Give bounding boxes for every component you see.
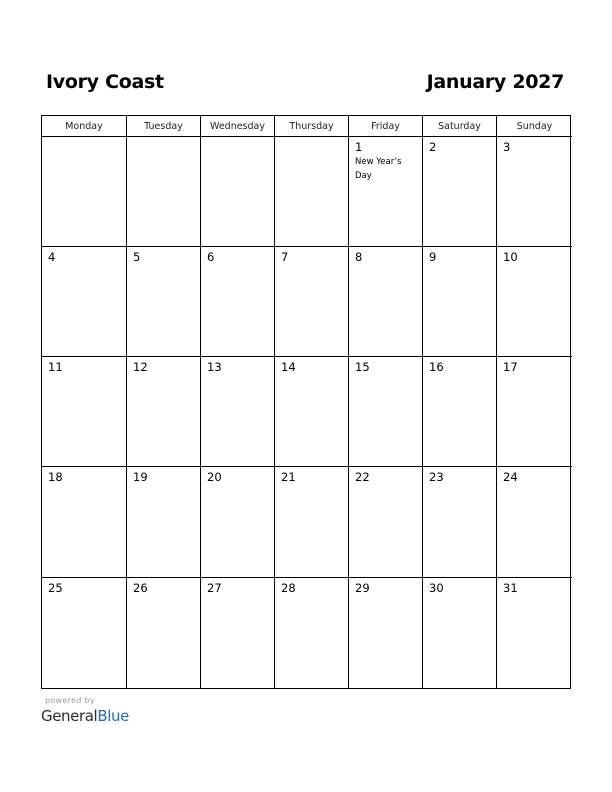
day-number: 4 xyxy=(48,250,56,264)
day-cell xyxy=(497,247,572,357)
day-number: 7 xyxy=(281,250,289,264)
day-cell xyxy=(275,357,349,467)
day-number: 13 xyxy=(207,360,222,374)
day-cell xyxy=(349,137,423,247)
day-number: 27 xyxy=(207,581,222,595)
day-number: 10 xyxy=(503,250,518,264)
empty-day-cell xyxy=(42,137,127,247)
day-number: 18 xyxy=(48,470,63,484)
day-number: 29 xyxy=(355,581,370,595)
day-cell xyxy=(127,357,201,467)
day-cell xyxy=(349,467,423,578)
day-cell xyxy=(127,247,201,357)
day-number: 28 xyxy=(281,581,296,595)
day-number: 25 xyxy=(48,581,63,595)
day-cell xyxy=(349,357,423,467)
day-cell xyxy=(423,357,497,467)
day-cell xyxy=(42,247,127,357)
day-cell xyxy=(42,467,127,578)
day-cell xyxy=(127,578,201,688)
day-cell xyxy=(497,467,572,578)
day-number: 31 xyxy=(503,581,518,595)
day-cell xyxy=(275,578,349,688)
day-number: 9 xyxy=(429,250,437,264)
day-cell xyxy=(201,578,275,688)
weekday-header: Wednesday xyxy=(201,116,275,137)
day-number: 17 xyxy=(503,360,518,374)
calendar-country-title: Ivory Coast xyxy=(46,71,164,93)
powered-by-label: powered by xyxy=(45,696,95,705)
weekday-header: Saturday xyxy=(423,116,497,137)
day-cell xyxy=(275,467,349,578)
weekday-header: Monday xyxy=(42,116,127,137)
generalblue-logo xyxy=(41,707,129,725)
day-number: 11 xyxy=(48,360,63,374)
day-cell xyxy=(42,578,127,688)
day-number: 2 xyxy=(429,140,437,154)
day-number: 8 xyxy=(355,250,363,264)
day-number: 3 xyxy=(503,140,511,154)
day-cell xyxy=(201,247,275,357)
day-cell xyxy=(201,357,275,467)
day-number: 30 xyxy=(429,581,444,595)
calendar-grid xyxy=(41,115,571,689)
day-cell xyxy=(275,247,349,357)
day-cell xyxy=(349,247,423,357)
empty-day-cell xyxy=(127,137,201,247)
weekday-header: Thursday xyxy=(275,116,349,137)
day-number: 24 xyxy=(503,470,518,484)
day-number: 16 xyxy=(429,360,444,374)
day-number: 26 xyxy=(133,581,148,595)
weekday-header: Sunday xyxy=(497,116,572,137)
empty-day-cell xyxy=(275,137,349,247)
day-cell xyxy=(497,357,572,467)
day-cell xyxy=(423,467,497,578)
weekday-header: Tuesday xyxy=(127,116,201,137)
day-cell xyxy=(349,578,423,688)
day-number: 21 xyxy=(281,470,296,484)
day-number: 12 xyxy=(133,360,148,374)
day-cell xyxy=(423,578,497,688)
brand-general-text: General xyxy=(41,707,98,725)
calendar-month-title: January 2027 xyxy=(426,71,564,93)
holiday-label: New Year’s Day xyxy=(355,157,402,181)
day-cell xyxy=(423,137,497,247)
day-number: 23 xyxy=(429,470,444,484)
day-number: 19 xyxy=(133,470,148,484)
day-cell xyxy=(201,467,275,578)
footer-branding xyxy=(41,696,129,725)
empty-day-cell xyxy=(201,137,275,247)
day-cell xyxy=(497,578,572,688)
weekday-header: Friday xyxy=(349,116,423,137)
day-number: 6 xyxy=(207,250,215,264)
day-cell xyxy=(42,357,127,467)
day-number: 22 xyxy=(355,470,370,484)
day-number: 15 xyxy=(355,360,370,374)
day-cell xyxy=(497,137,572,247)
day-cell xyxy=(423,247,497,357)
day-number: 1 xyxy=(355,140,363,154)
day-number: 20 xyxy=(207,470,222,484)
day-number: 5 xyxy=(133,250,141,264)
day-number: 14 xyxy=(281,360,296,374)
day-cell xyxy=(127,467,201,578)
brand-blue-text: Blue xyxy=(97,707,129,725)
